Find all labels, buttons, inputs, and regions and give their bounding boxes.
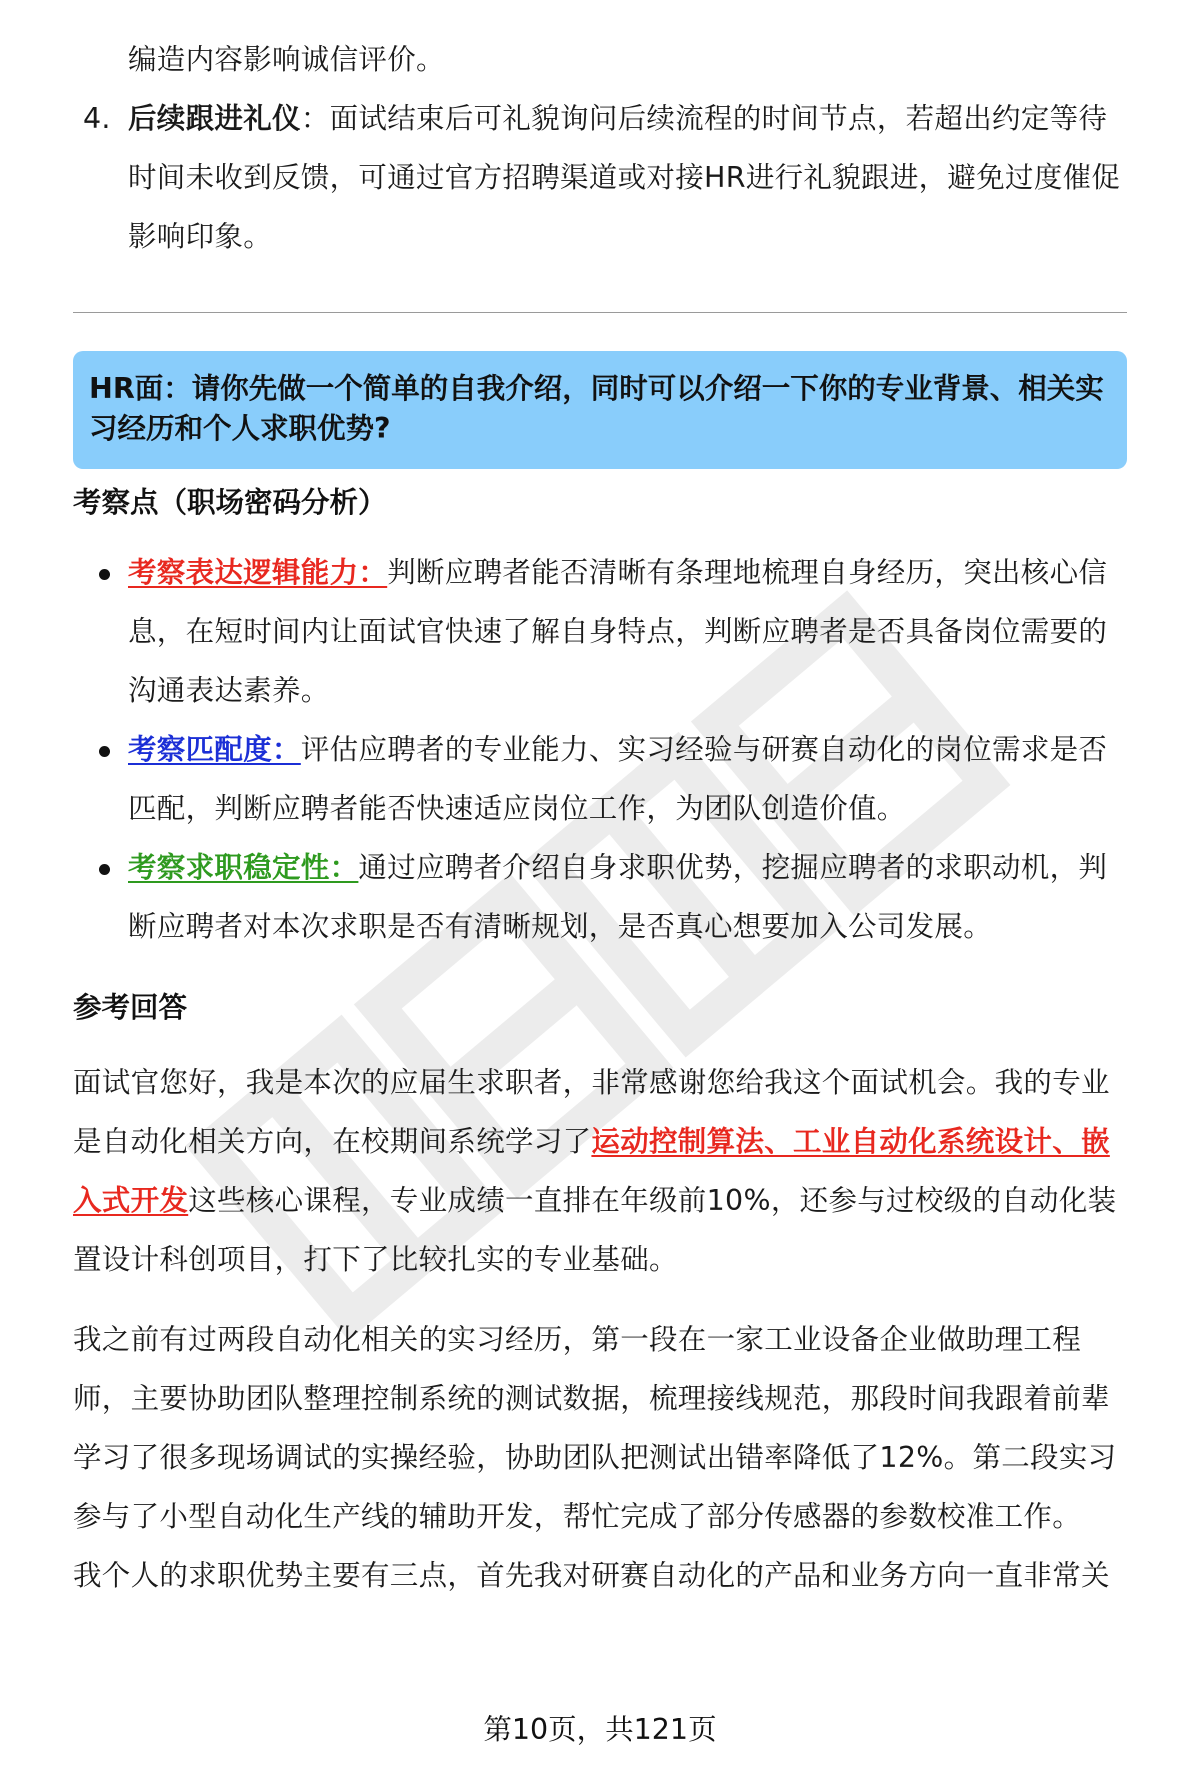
answer-text: 面试官您好，我是本次的应届生求职者，非常感谢您给我这个面试机会。我的专业是自动化相关方向，在校期间系统学习了	[73, 1066, 1110, 1158]
point-key: 考察求职稳定性：	[128, 851, 359, 884]
point-text: 通过应聘者介绍自身求职优势，挖掘应聘者的求职动机，判断应聘者对本次求职是否有清晰规划，是否真心想要加入公司发展。	[128, 851, 1108, 943]
divider	[73, 312, 1127, 313]
page-footer: 第10页，共121页	[483, 1713, 717, 1746]
continuation-text: 编造内容影响诚信评价。	[128, 43, 445, 76]
list-item-4	[73, 89, 1127, 266]
list-item	[73, 543, 1127, 720]
question-box	[73, 351, 1127, 469]
list-item	[73, 838, 1127, 956]
point-key: 考察表达逻辑能力：	[128, 556, 388, 589]
list-number: 4.	[83, 102, 111, 135]
point-text: 判断应聘者能否清晰有条理地梳理自身经历，突出核心信息，在短时间内让面试官快速了解自身特点，判断应聘者是否具备岗位需要的沟通表达素养。	[128, 556, 1108, 707]
list-item-body	[128, 89, 1127, 266]
bullet-icon	[73, 543, 128, 720]
points-list	[73, 543, 1127, 956]
bullet-icon	[73, 838, 128, 956]
answer-paragraph-2: 我之前有过两段自动化相关的实习经历，第一段在一家工业设备企业做助理工程师，主要协助团队整理控制系统的测试数据，梳理接线规范，那段时间我跟着前辈学习了很多现场调试的实操经验，协助团队把测试出错率降低了12%。第二段实习参与了小型自动化生产线的辅助开发，帮忙完成了部分传感器的参数校准工作。	[73, 1323, 1117, 1533]
answer-highlight: 运动控制算法、工业自动化系统设计、嵌入式开发	[73, 1125, 1110, 1217]
point-text: 评估应聘者的专业能力、实习经验与研赛自动化的岗位需求是否匹配，判断应聘者能否快速适应岗位工作，为团队创造价值。	[128, 733, 1108, 825]
question-text: HR面：请你先做一个简单的自我介绍，同时可以介绍一下你的专业背景、相关实习经历和个人求职优势?	[89, 372, 1104, 445]
list-item	[73, 720, 1127, 838]
list-item-title: 后续跟进礼仪	[128, 102, 301, 135]
answer-text: 这些核心课程，专业成绩一直排在年级前10%，还参与过校级的自动化装置设计科创项目，打下了比较扎实的专业基础。	[73, 1184, 1117, 1276]
points-heading: 考察点（职场密码分析）	[73, 486, 387, 519]
answer-paragraph-3: 我个人的求职优势主要有三点，首先我对研赛自动化的产品和业务方向一直非常关	[73, 1559, 1110, 1592]
list-item-text: ：面试结束后可礼貌询问后续流程的时间节点，若超出约定等待时间未收到反馈，可通过官方招聘渠道或对接HR进行礼貌跟进，避免过度催促影响印象。	[128, 102, 1121, 253]
point-key: 考察匹配度：	[128, 733, 301, 766]
answer-paragraph-1	[73, 1053, 1127, 1289]
bullet-icon	[73, 720, 128, 838]
answer-heading: 参考回答	[73, 991, 188, 1024]
